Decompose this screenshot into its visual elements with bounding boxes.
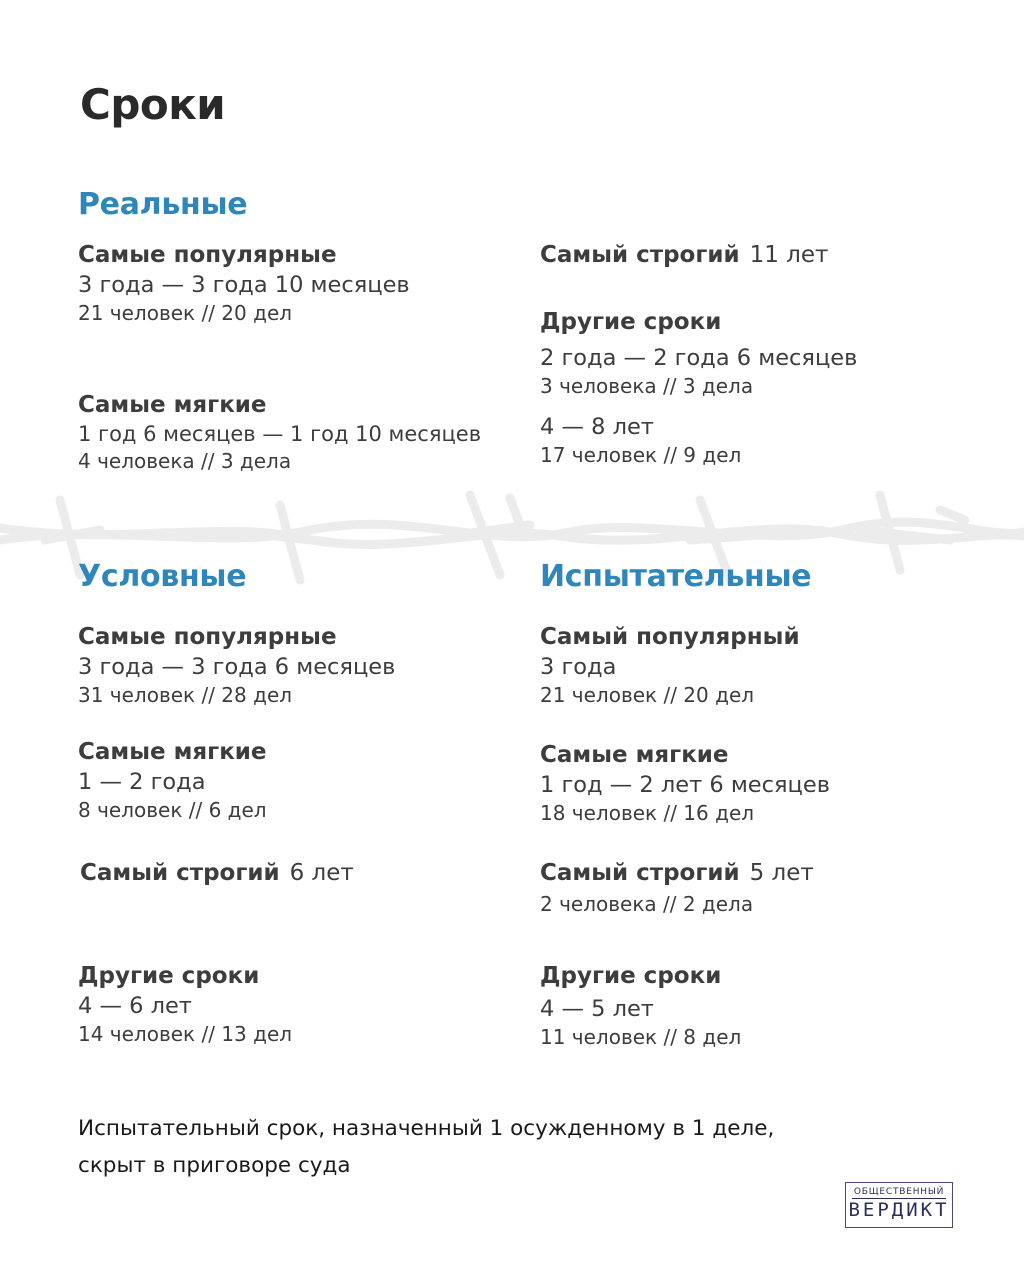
probation-strict-value: 5 лет bbox=[749, 860, 814, 886]
probation-mild-block bbox=[540, 742, 830, 825]
probation-other-count: 11 человек // 8 дел bbox=[540, 1025, 742, 1049]
probation-popular-label: Самый популярный bbox=[540, 624, 800, 650]
probation-mild-count: 18 человек // 16 дел bbox=[540, 801, 755, 825]
conditional-strict-value: 6 лет bbox=[289, 860, 354, 886]
section-title-probation: Испытательные bbox=[540, 559, 812, 594]
real-other-block bbox=[540, 309, 857, 467]
logo bbox=[845, 1182, 953, 1228]
footnote bbox=[78, 1110, 878, 1184]
real-popular-count: 21 человек // 20 дел bbox=[78, 301, 293, 325]
probation-other-block bbox=[540, 963, 741, 1049]
logo-bottom-text: ВЕРДИКТ bbox=[848, 1199, 950, 1221]
probation-popular-count: 21 человек // 20 дел bbox=[540, 683, 755, 707]
conditional-other-count: 14 человек // 13 дел bbox=[78, 1022, 293, 1046]
conditional-mild-label: Самые мягкие bbox=[78, 739, 267, 765]
probation-mild-range: 1 год — 2 лет 6 месяцев bbox=[540, 772, 830, 798]
real-other-label: Другие сроки bbox=[540, 309, 722, 335]
real-strict-block bbox=[540, 242, 828, 268]
real-mild-label: Самые мягкие bbox=[78, 392, 267, 418]
footnote-line-1: Испытательный срок, назначенный 1 осужденному в 1 деле, bbox=[78, 1116, 775, 1141]
conditional-popular-count: 31 человек // 28 дел bbox=[78, 683, 293, 707]
real-popular-range: 3 года — 3 года 10 месяцев bbox=[78, 272, 410, 298]
probation-strict-count: 2 человека // 2 дела bbox=[540, 892, 754, 916]
conditional-other-range: 4 — 6 лет bbox=[78, 993, 192, 1019]
conditional-popular-range: 3 года — 3 года 6 месяцев bbox=[78, 654, 396, 680]
real-mild-block bbox=[78, 392, 481, 473]
probation-other-range: 4 — 5 лет bbox=[540, 996, 654, 1022]
probation-strict-block bbox=[540, 860, 814, 916]
probation-mild-label: Самые мягкие bbox=[540, 742, 729, 768]
section-title-real: Реальные bbox=[78, 187, 248, 222]
probation-other-label: Другие сроки bbox=[540, 963, 722, 989]
real-strict-label: Самый строгий bbox=[540, 242, 740, 268]
conditional-popular-block bbox=[78, 624, 395, 707]
probation-popular-range: 3 года bbox=[540, 654, 617, 680]
logo-top-text: ОБЩЕСТВЕННЫЙ bbox=[853, 1187, 945, 1197]
real-other-count-2: 17 человек // 9 дел bbox=[540, 443, 742, 467]
probation-strict-label: Самый строгий bbox=[540, 860, 740, 886]
conditional-mild-block bbox=[78, 739, 267, 822]
real-other-range-2: 4 — 8 лет bbox=[540, 414, 654, 440]
real-popular-block bbox=[78, 242, 410, 325]
probation-popular-block bbox=[540, 624, 800, 707]
conditional-other-label: Другие сроки bbox=[78, 963, 260, 989]
real-mild-range: 1 год 6 месяцев — 1 год 10 месяцев bbox=[78, 422, 482, 446]
real-mild-count: 4 человека // 3 дела bbox=[78, 449, 292, 473]
conditional-strict-label: Самый строгий bbox=[80, 860, 280, 886]
conditional-mild-range: 1 — 2 года bbox=[78, 769, 206, 795]
real-other-count-1: 3 человека // 3 дела bbox=[540, 374, 754, 398]
conditional-popular-label: Самые популярные bbox=[78, 624, 337, 650]
real-other-range-1: 2 года — 2 года 6 месяцев bbox=[540, 345, 858, 371]
conditional-mild-count: 8 человек // 6 дел bbox=[78, 798, 267, 822]
section-title-conditional: Условные bbox=[78, 559, 247, 594]
real-popular-label: Самые популярные bbox=[78, 242, 337, 268]
footnote-line-2: скрыт в приговоре суда bbox=[78, 1153, 351, 1178]
real-strict-value: 11 лет bbox=[749, 242, 829, 268]
conditional-strict-block bbox=[80, 860, 354, 886]
page-title: Сроки bbox=[80, 80, 226, 129]
conditional-other-block bbox=[78, 963, 292, 1046]
